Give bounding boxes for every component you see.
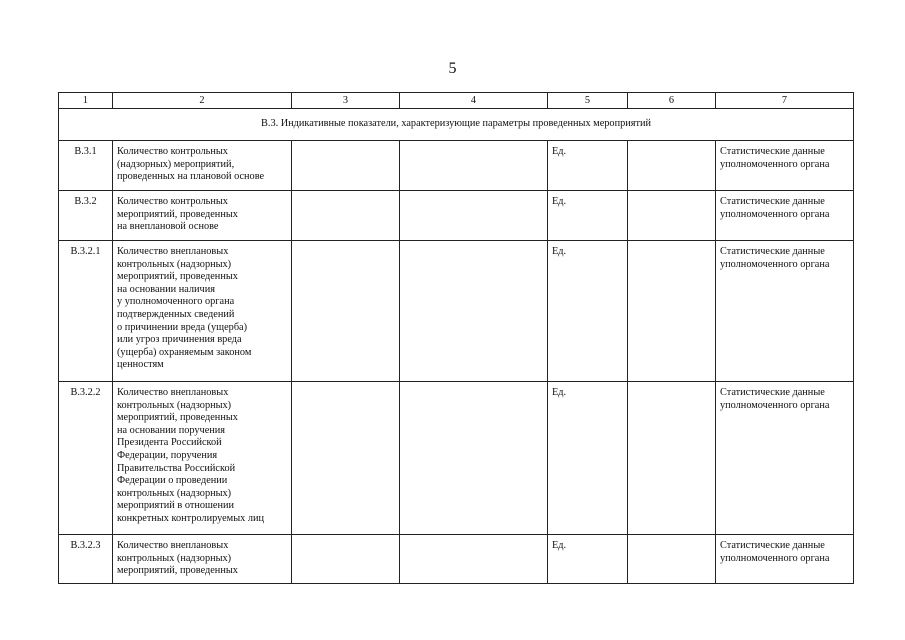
row-name-line: (ущерба) охраняемым законом — [117, 346, 252, 358]
row-name-line: у уполномоченного органа — [117, 296, 235, 308]
row-source-line: уполномоченного органа — [720, 158, 830, 170]
row-name — [113, 535, 292, 584]
row-col4 — [400, 535, 548, 584]
row-source-line: Статистические данные — [720, 540, 825, 551]
row-source-line: уполномоченного органа — [720, 258, 830, 270]
row-unit: Ед. — [548, 382, 628, 535]
row-col3 — [292, 191, 400, 241]
row-name-line: Количество внеплановых — [117, 540, 229, 551]
row-source — [716, 382, 854, 535]
row-name-line: ценностям — [117, 359, 164, 371]
row-name-line: мероприятий, проведенных — [117, 565, 238, 577]
row-unit: Ед. — [548, 241, 628, 382]
row-name-line: о причинении вреда (ущерба) — [117, 321, 248, 333]
row-source-line: Статистические данные — [720, 146, 825, 157]
row-source — [716, 141, 854, 191]
row-name-line: подтвержденных сведений — [117, 308, 235, 320]
row-col3 — [292, 382, 400, 535]
row-name-line: или угроз причинения вреда — [117, 334, 242, 346]
row-name-line: контрольных (надзорных) — [117, 487, 232, 499]
row-name-line: на внеплановой основе — [117, 221, 219, 233]
row-name-line: Количество внеплановых — [117, 246, 229, 257]
row-name-line: Президента Российской — [117, 437, 222, 449]
row-source — [716, 191, 854, 241]
row-name-line: мероприятий, проведенных — [117, 412, 238, 424]
row-name-line: Количество внеплановых — [117, 387, 229, 398]
row-name-line: контрольных (надзорных) — [117, 552, 232, 564]
row-name — [113, 241, 292, 382]
row-name-line: Федерации, поручения — [117, 449, 218, 461]
row-col6 — [628, 535, 716, 584]
row-unit: Ед. — [548, 141, 628, 191]
row-name-line: конкретных контролируемых лиц — [117, 512, 264, 524]
row-name-line: Правительства Российской — [117, 462, 236, 474]
table-row — [59, 241, 854, 382]
row-col6 — [628, 382, 716, 535]
header-cell-7: 7 — [716, 93, 854, 109]
indicator-table — [58, 92, 854, 584]
header-cell-6: 6 — [628, 93, 716, 109]
row-col4 — [400, 382, 548, 535]
row-col6 — [628, 241, 716, 382]
row-name-line: Федерации о проведении — [117, 475, 228, 487]
page-number: 5 — [448, 60, 457, 77]
section-title: В.3. Индикативные показатели, характеризующие параметры проведенных мероприятий — [59, 109, 854, 141]
row-name — [113, 141, 292, 191]
table-row — [59, 191, 854, 241]
row-name — [113, 191, 292, 241]
row-col3 — [292, 241, 400, 382]
header-cell-1: 1 — [59, 93, 113, 109]
row-id: В.3.2.2 — [59, 382, 113, 535]
row-col6 — [628, 141, 716, 191]
row-col3 — [292, 141, 400, 191]
row-name-line: на основании поручения — [117, 424, 226, 436]
row-id: В.3.2.3 — [59, 535, 113, 584]
row-source-line: уполномоченного органа — [720, 208, 830, 220]
row-source-line: уполномоченного органа — [720, 552, 830, 564]
row-name-line: Количество контрольных — [117, 146, 228, 157]
header-cell-4: 4 — [400, 93, 548, 109]
row-id: В.3.1 — [59, 141, 113, 191]
row-name-line: мероприятий, проведенных — [117, 208, 238, 220]
row-source — [716, 535, 854, 584]
row-name-line: контрольных (надзорных) — [117, 399, 232, 411]
row-name-line: на основании наличия — [117, 283, 215, 295]
row-name-line: (надзорных) мероприятий, — [117, 158, 235, 170]
row-col4 — [400, 241, 548, 382]
row-id: В.3.2 — [59, 191, 113, 241]
row-source-line: Статистические данные — [720, 196, 825, 207]
row-id: В.3.2.1 — [59, 241, 113, 382]
row-source-line: уполномоченного органа — [720, 399, 830, 411]
row-source — [716, 241, 854, 382]
row-name-line: Количество контрольных — [117, 196, 228, 207]
row-name-line: контрольных (надзорных) — [117, 258, 232, 270]
row-name-line: мероприятий в отношении — [117, 500, 235, 512]
row-source-line: Статистические данные — [720, 246, 825, 257]
table-row — [59, 535, 854, 584]
header-row — [59, 93, 854, 109]
header-cell-2: 2 — [113, 93, 292, 109]
header-cell-5: 5 — [548, 93, 628, 109]
row-name-line: проведенных на плановой основе — [117, 171, 265, 183]
row-source-line: Статистические данные — [720, 387, 825, 398]
header-cell-3: 3 — [292, 93, 400, 109]
row-col4 — [400, 191, 548, 241]
row-name-line: мероприятий, проведенных — [117, 271, 238, 283]
section-row — [59, 109, 854, 141]
row-col3 — [292, 535, 400, 584]
table-row — [59, 141, 854, 191]
row-col4 — [400, 141, 548, 191]
row-unit: Ед. — [548, 535, 628, 584]
table-row — [59, 382, 854, 535]
row-col6 — [628, 191, 716, 241]
row-name — [113, 382, 292, 535]
row-unit: Ед. — [548, 191, 628, 241]
